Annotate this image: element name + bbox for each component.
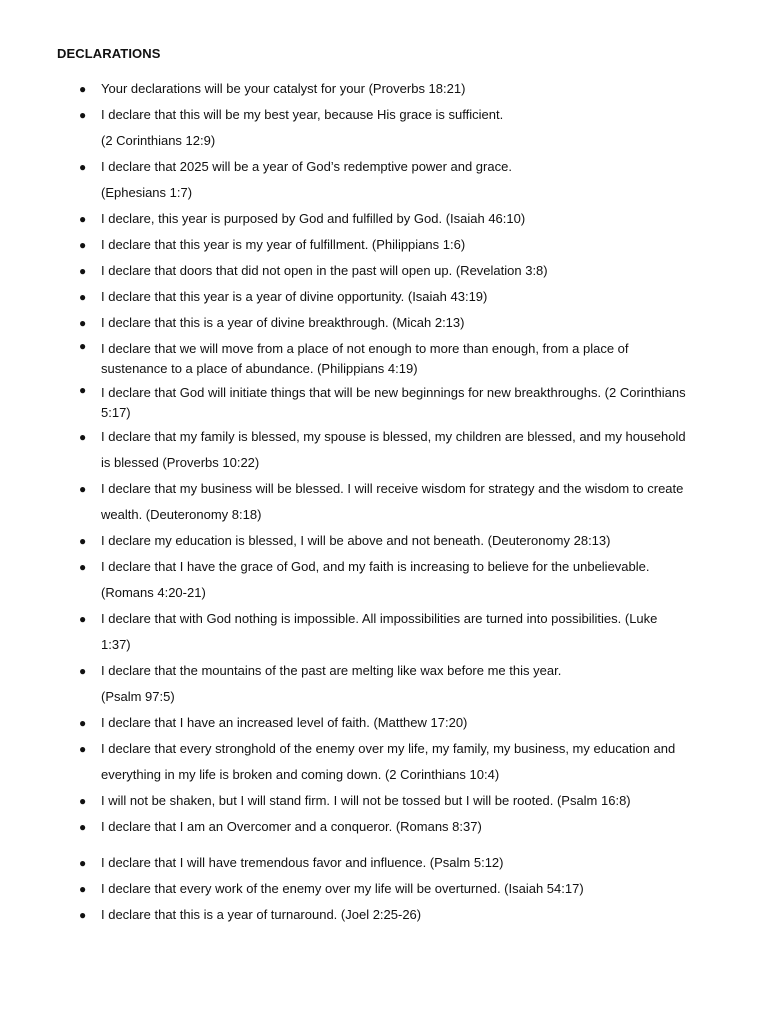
list-item [0,850,768,876]
item-line: I declare that every stronghold of the enemy over my life, my family, my business, my education and [101,741,676,756]
list-item [0,528,768,554]
bullet-icon: ● [79,908,87,922]
list-item [0,336,768,380]
bullet-icon: ● [79,820,87,834]
list-item [0,476,768,528]
bullet-icon: ● [79,716,87,730]
item-line: I declare that I have the grace of God, and my faith is increasing to believe for the unbelievable. [101,559,650,574]
list-item [0,258,768,284]
item-line: I declare that this year is a year of divine opportunity. (Isaiah 43:19) [101,289,488,304]
bullet-icon: ● [79,534,87,548]
item-line: wealth. (Deuteronomy 8:18) [101,507,262,522]
list-item [0,206,768,232]
bullet-icon: ● [79,339,87,353]
bullet-icon: ● [79,160,87,174]
list-item [0,232,768,258]
bullet-icon: ● [79,290,87,304]
item-line: I declare that with God nothing is impossible. All impossibilities are turned into possibilities. (Luke [101,611,658,626]
bullet-icon: ● [79,264,87,278]
item-line: I declare that I have an increased level of faith. (Matthew 17:20) [101,715,468,730]
list-item [0,76,768,102]
item-line: (2 Corinthians 12:9) [101,133,216,148]
list-item [0,102,768,154]
item-line: I declare that doors that did not open in the past will open up. (Revelation 3:8) [101,263,548,278]
list-item [0,788,768,814]
item-line: is blessed (Proverbs 10:22) [101,455,260,470]
bullet-icon: ● [79,238,87,252]
bullet-icon: ● [79,212,87,226]
bullet-icon: ● [79,742,87,756]
item-line: everything in my life is broken and coming down. (2 Corinthians 10:4) [101,767,500,782]
bullet-icon: ● [79,560,87,574]
item-line: I declare that this is a year of turnaround. (Joel 2:25-26) [101,907,422,922]
item-line: (Psalm 97:5) [101,689,175,704]
item-line: I will not be shaken, but I will stand firm. I will not be tossed but I will be rooted. (Psalm 16:8) [101,793,631,808]
item-line: sustenance to a place of abundance. (Philippians 4:19) [101,361,418,376]
item-line: I declare that this is a year of divine breakthrough. (Micah 2:13) [101,315,465,330]
list-item [0,284,768,310]
bullet-icon: ● [79,794,87,808]
item-line: I declare that we will move from a place of not enough to more than enough, from a place of [101,341,629,356]
bullet-icon: ● [79,482,87,496]
item-line: (Romans 4:20-21) [101,585,206,600]
item-line: 5:17) [101,405,131,420]
item-line: (Ephesians 1:7) [101,185,193,200]
list-item [0,606,768,658]
bullet-icon: ● [79,856,87,870]
item-line: I declare that every work of the enemy over my life will be overturned. (Isaiah 54:17) [101,881,584,896]
item-line: I declare that 2025 will be a year of God’s redemptive power and grace. [101,159,512,174]
bullet-icon: ● [79,430,87,444]
item-line: I declare my education is blessed, I will be above and not beneath. (Deuteronomy 28:13) [101,533,611,548]
bullet-icon: ● [79,108,87,122]
item-line: I declare that this will be my best year, because His grace is sufficient. [101,107,504,122]
list-item [0,902,768,928]
bullet-icon: ● [79,664,87,678]
item-line: 1:37) [101,637,131,652]
list-item [0,554,768,606]
declarations-list [0,76,768,928]
list-item [0,736,768,788]
bullet-icon: ● [79,316,87,330]
list-item [0,876,768,902]
item-line: I declare that this year is my year of fulfillment. (Philippians 1:6) [101,237,466,252]
item-line: Your declarations will be your catalyst for your (Proverbs 18:21) [101,81,466,96]
list-item [0,310,768,336]
list-item [0,814,768,840]
bullet-icon: ● [79,82,87,96]
item-line: I declare that the mountains of the past are melting like wax before me this year. [101,663,562,678]
spacer [0,840,768,850]
item-line: I declare that I will have tremendous favor and influence. (Psalm 5:12) [101,855,504,870]
bullet-icon: ● [79,612,87,626]
list-item [0,380,768,424]
list-item [0,710,768,736]
item-line: I declare that I am an Overcomer and a conqueror. (Romans 8:37) [101,819,482,834]
item-line: I declare that my family is blessed, my spouse is blessed, my children are blessed, and my household [101,429,686,444]
list-item [0,658,768,710]
list-item [0,154,768,206]
bullet-icon: ● [79,882,87,896]
item-line: I declare that God will initiate things that will be new beginnings for new breakthroughs. (2 Corinthians [101,385,686,400]
item-line: I declare that my business will be blessed. I will receive wisdom for strategy and the wisdom to create [101,481,684,496]
page-title: DECLARATIONS [57,46,161,61]
bullet-icon: ● [79,383,87,397]
item-line: I declare, this year is purposed by God and fulfilled by God. (Isaiah 46:10) [101,211,526,226]
list-item [0,424,768,476]
